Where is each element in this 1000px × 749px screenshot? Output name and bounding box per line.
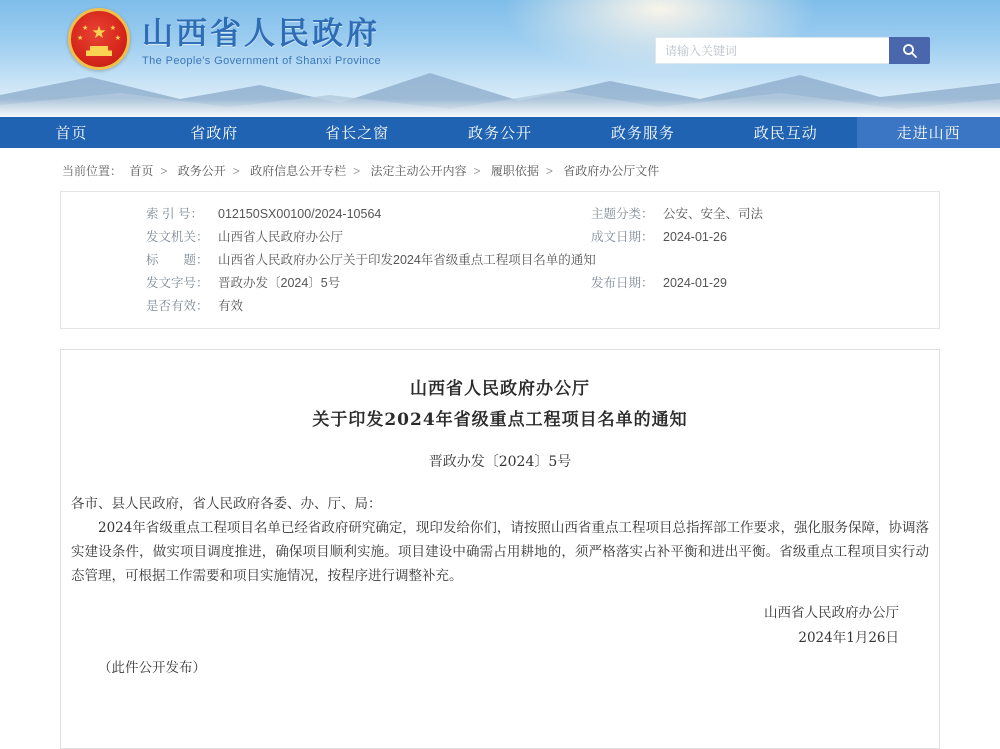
breadcrumb-separator: > [545,164,553,178]
document-paragraph: 2024年省级重点工程项目名单已经省政府研究确定，现印发给你们，请按照山西省重点工程项目总指挥部工作要求，强化服务保障，协调落实建设条件，做实项目调度推进，确保项目顺利实施。项目建设中确需占用耕地的，须严格落实占补平衡和进出平衡。省级重点工程项目实行动态管理，可根据工作需要和项目实施情况，按程序进行调整补充。 [71,520,929,584]
meta-value-topic-category: 公安、安全、司法 [663,207,764,221]
nav-item-provincial-government[interactable]: 省政府 [190,125,239,142]
breadcrumb-separator: > [160,164,168,178]
search-icon [902,43,918,59]
meta-row [146,253,929,268]
search-button[interactable] [889,37,930,64]
breadcrumb [60,148,940,191]
meta-value-index-number: 012150SX00100/2024-10564 [218,207,382,221]
site-header [0,0,1000,117]
meta-row [146,230,929,245]
document-salutation: 各市、县人民政府，省人民政府各委、办、厅、局： [71,496,382,512]
breadcrumb-separator: > [473,164,481,178]
breadcrumb-item-info-disclosure-column[interactable]: 政府信息公开专栏 [250,164,347,178]
breadcrumb-separator: > [232,164,240,178]
breadcrumb-separator: > [353,164,361,178]
site-title: 山西省人民政府 [142,16,380,51]
meta-label-title: 标 题： [146,253,209,267]
meta-label-written-date: 成文日期： [591,230,654,244]
meta-label-topic-category: 主题分类： [591,207,654,221]
document-title [71,374,929,436]
search-input[interactable] [655,37,889,64]
meta-label-validity: 是否有效： [146,299,209,313]
document-title-line2: 关于印发2024年省级重点工程项目名单的通知 [312,410,688,430]
breadcrumb-item-gov-disclosure[interactable]: 政务公开 [177,164,226,178]
document-number: 晋政办发〔2024〕5号 [428,454,572,470]
breadcrumb-item-office-documents[interactable]: 省政府办公厅文件 [563,164,660,178]
document-content-panel [60,349,940,749]
meta-value-publish-date: 2024-01-29 [663,276,727,290]
document-footnote: （此件公开发布） [98,660,206,676]
meta-value-issuing-agency: 山西省人民政府办公厅 [218,230,344,244]
meta-label-index-number: 索 引 号： [146,207,203,221]
meta-row [146,299,929,314]
main-nav [0,117,1000,148]
meta-label-publish-date: 发布日期： [591,276,654,290]
nav-item-gov-services[interactable]: 政务服务 [610,125,675,142]
document-title-line1: 山西省人民政府办公厅 [410,379,590,399]
nav-item-gov-disclosure[interactable]: 政务公开 [468,125,533,142]
meta-label-doc-number: 发文字号： [146,276,209,290]
search-box [655,37,930,64]
breadcrumb-item-statutory-content[interactable]: 法定主动公开内容 [370,164,467,178]
meta-row [146,276,929,291]
document-meta-panel [60,191,940,329]
nav-item-home[interactable]: 首页 [55,125,88,142]
meta-label-issuing-agency: 发文机关： [146,230,209,244]
nav-item-public-interaction[interactable]: 政民互动 [753,125,818,142]
meta-row [146,207,929,222]
meta-value-validity: 有效 [218,299,244,313]
nav-item-enter-shanxi[interactable]: 走进山西 [857,117,1000,148]
breadcrumb-item-duty-basis[interactable]: 履职依据 [490,164,539,178]
document-sign-date: 2024年1月26日 [798,630,899,646]
nav-item-governor-window[interactable]: 省长之窗 [325,125,390,142]
site-logo[interactable] [68,8,381,70]
breadcrumb-item-home[interactable]: 首页 [129,164,154,178]
meta-value-written-date: 2024-01-26 [663,230,727,244]
site-subtitle: The People's Government of Shanxi Province [142,55,382,67]
meta-value-title: 山西省人民政府办公厅关于印发2024年省级重点工程项目名单的通知 [218,253,596,267]
document-signer: 山西省人民政府办公厅 [764,605,899,621]
meta-value-doc-number: 晋政办发〔2024〕5号 [218,276,341,290]
breadcrumb-location-label: 当前位置： [62,164,123,178]
national-emblem-icon: ★ ★ ★ ★ ★ [68,8,130,70]
